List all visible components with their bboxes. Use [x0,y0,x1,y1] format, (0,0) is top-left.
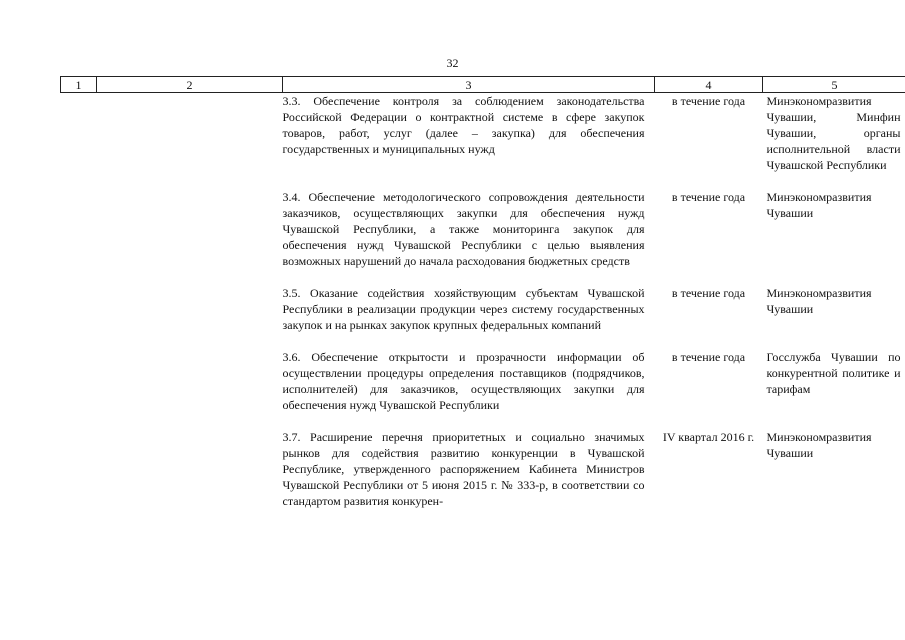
table-row [61,429,905,509]
task-executor: Госслужба Чувашии по конкурентной политике и тарифам [766,350,901,396]
table-row [61,349,905,413]
task-term: IV квартал 2016 г. [662,430,755,444]
task-executor: Минэкономразвития Чувашии [766,190,872,220]
task-term: в течение года [671,94,746,108]
column-header-5: 5 [763,77,905,93]
column-header-1: 1 [61,77,97,93]
column-header-2: 2 [97,77,283,93]
column-header-3: 3 [283,77,655,93]
column-header-4: 4 [655,77,763,93]
task-text: 3.3. Обеспечение контроля за соблюдением законодательства Российской Федерации о контрактной системе в сфере закупок товаров, работ, услуг (далее – закупка) для обеспечения государственных и муниципальных нужд [282,94,645,156]
table-row [61,189,905,269]
page-number: 32 [446,56,459,70]
task-term: в течение года [671,190,746,204]
task-text: 3.4. Обеспечение методологического сопровождения деятельности заказчиков, осуществляющих закупки для обеспечения нужд Чувашской Республики, а также мониторинга закупок для обеспечения нужд Чувашской Республики с целью выявления возможных нарушений до начала расходования бюджетных средств [282,190,645,268]
task-text: 3.6. Обеспечение открытости и прозрачности информации об осуществлении процедуры определения поставщиков (подрядчиков, исполнителей) для заказчиков, осуществляющих закупки для обеспечения нужд Чувашской Республики [282,350,645,412]
task-executor: Минэкономразвития Чувашии, Минфин Чувашии, органы исполнительной власти Чувашской Республики [766,94,901,172]
plan-table [60,76,905,509]
task-text: 3.5. Оказание содействия хозяйствующим субъектам Чувашской Республики в реализации продукции через систему государственных закупок и на рынках закупок крупных федеральных компаний [282,286,645,332]
task-executor: Минэкономразвития Чувашии [766,286,872,316]
header-row [61,77,905,93]
task-term: в течение года [671,286,746,300]
task-executor: Минэкономразвития Чувашии [766,430,872,460]
task-text: 3.7. Расширение перечня приоритетных и социально значимых рынков для содействия развитию конкуренции в Чувашской Республике, утвержденного распоряжением Кабинета Министров Чувашской Республики от 5 июня 2015 г. № 333-р, в соответствии со стандартом развития конкурен- [282,430,645,508]
task-term: в течение года [671,350,746,364]
table-row [61,285,905,333]
table-row [61,93,905,174]
